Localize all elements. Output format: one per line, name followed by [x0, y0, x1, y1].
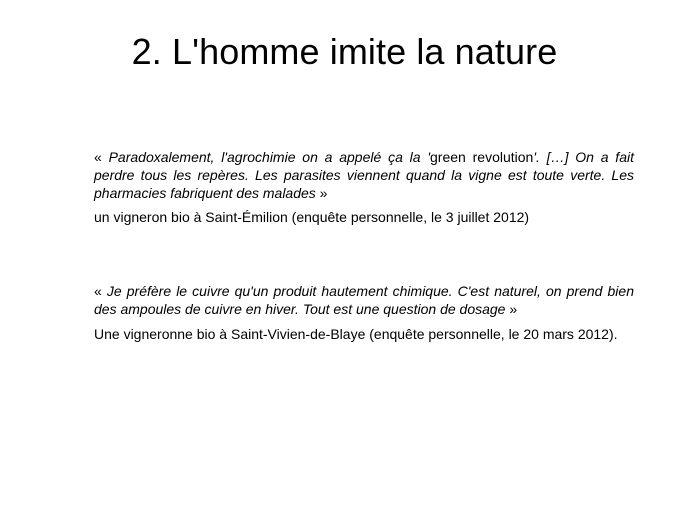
quote-block-2 [94, 282, 634, 347]
quote-open-mark-1: « [94, 149, 109, 165]
quote-source-1: un vigneron bio à Saint-Émilion (enquête personnelle, le 3 juillet 2012) [94, 209, 530, 225]
quote-close-mark-1: » [315, 185, 328, 201]
quote-open-mark-2: « [94, 283, 107, 299]
slide-title: 2. L'homme imite la nature [131, 31, 558, 72]
quote-plain-term: green revolution [430, 149, 534, 165]
quote-text-2 [94, 282, 634, 318]
quote-block-1 [94, 148, 634, 226]
quote-italic-part-1b: '. […] On a fait perdre tous les repères. Les parasites viennent quand la vigne est toute verte. Les pharmacies fabriquent des malades [94, 149, 634, 201]
quote-italic-text-2: Je préfère le cuivre qu'un produit hautement chimique. C'est naturel, on prend bien des ampoules de cuivre en hiver. Tout est une question de dosage [94, 283, 634, 317]
quote-italic-part-1a: Paradoxalement, l'agrochimie on a appelé ça la ' [108, 149, 431, 165]
quote-source-2: Une vigneronne bio à Saint-Vivien-de-Blaye (enquête personnelle, le 20 mars 2012). [94, 326, 618, 342]
quote-close-mark-2: » [505, 301, 518, 317]
quote-text-1 [94, 148, 634, 202]
